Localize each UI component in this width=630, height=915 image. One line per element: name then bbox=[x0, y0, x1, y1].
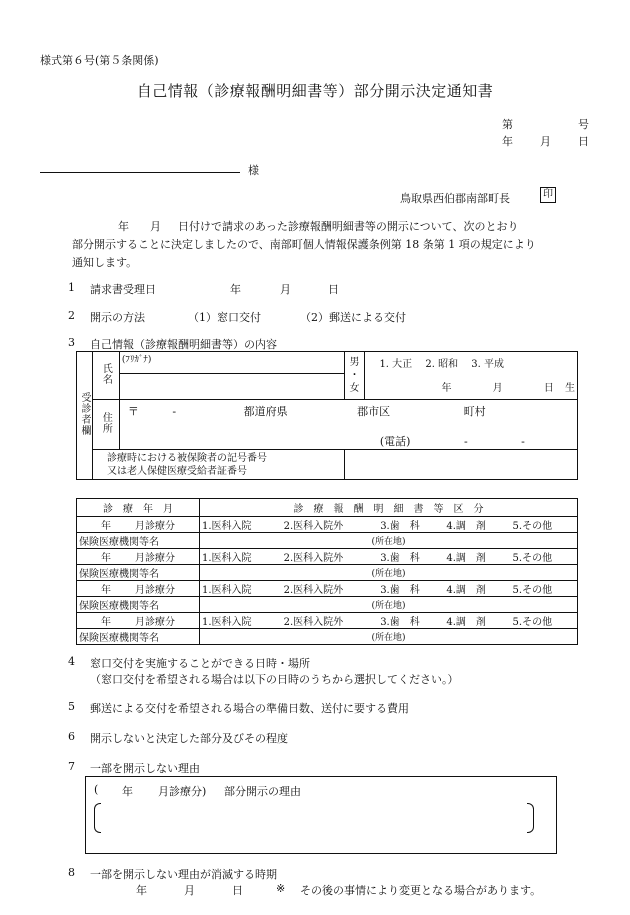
section-1-year: 年 bbox=[230, 283, 241, 296]
prefecture-label: 都道府県 bbox=[243, 405, 288, 418]
name-label: 氏名 bbox=[100, 363, 112, 385]
postal-mark: 〒 bbox=[127, 405, 139, 418]
claim-category-other[interactable]: 5.その他 bbox=[511, 613, 578, 629]
birth-day: 日 bbox=[543, 382, 554, 394]
patient-side-label: 受診者欄 bbox=[79, 392, 90, 436]
reason-box-label: 部分開示の理由 bbox=[224, 785, 301, 798]
claim-category-pharmacy[interactable]: 4.調 剤 bbox=[444, 581, 510, 597]
gender-male: 男 bbox=[349, 357, 360, 368]
claims-institution-row bbox=[77, 533, 578, 549]
institution-label: 保険医療機関等名 bbox=[77, 597, 200, 613]
section-2-label: 開示の方法 bbox=[90, 311, 145, 324]
institution-location-cell[interactable] bbox=[200, 629, 578, 645]
claim-category-outpatient[interactable]: 2.医科入院外 bbox=[282, 613, 379, 629]
phone-label: (電話) bbox=[379, 435, 411, 448]
gender-separator: ・ bbox=[349, 370, 360, 381]
claims-row bbox=[77, 581, 578, 597]
claim-category-other[interactable]: 5.その他 bbox=[511, 517, 578, 533]
claim-category-inpatient[interactable]: 1.医科入院 bbox=[200, 613, 282, 629]
section-8-label: 一部を開示しない理由が消滅する時期 bbox=[90, 868, 277, 881]
section-8-note: その後の事情により変更となる場合があります。 bbox=[300, 884, 542, 897]
claim-period-year: 年 bbox=[101, 553, 111, 564]
birth-suffix: 生 bbox=[565, 382, 575, 394]
institution-location-label: (所在地) bbox=[371, 537, 406, 547]
phone-dash-2: - bbox=[521, 435, 525, 448]
document-title: 自己情報（診療報酬明細書等）部分開示決定通知書 bbox=[136, 82, 494, 100]
claim-category-inpatient[interactable]: 1.医科入院 bbox=[200, 517, 282, 533]
name-input-cell[interactable] bbox=[119, 374, 344, 400]
institution-label: 保険医療機関等名 bbox=[77, 533, 200, 549]
claim-period-year: 年 bbox=[101, 617, 111, 628]
furigana-cell[interactable] bbox=[119, 352, 344, 374]
institution-location-label: (所在地) bbox=[371, 569, 406, 579]
form-number: 様式第６号(第５条関係) bbox=[40, 54, 159, 67]
section-8-note-mark: ※ bbox=[276, 882, 286, 895]
era-taisho: 1. 大正 bbox=[379, 359, 413, 371]
claim-period-month: 月診療分 bbox=[135, 617, 175, 628]
claim-period-month: 月診療分 bbox=[135, 553, 175, 564]
town-label: 町村 bbox=[463, 405, 486, 418]
insurance-number-cell[interactable] bbox=[344, 450, 577, 480]
section-8-year: 年 bbox=[136, 884, 147, 897]
section-2-number: 2 bbox=[68, 309, 75, 322]
claim-period-cell[interactable] bbox=[77, 613, 200, 629]
doc-number-suffix: 号 bbox=[578, 118, 589, 131]
institution-label: 保険医療機関等名 bbox=[77, 565, 200, 581]
recipient-honorific: 様 bbox=[248, 164, 259, 177]
birth-year: 年 bbox=[441, 382, 452, 394]
section-8-month: 月 bbox=[184, 884, 195, 897]
institution-location-label: (所在地) bbox=[371, 601, 406, 611]
furigana-label: (ﾌﾘｶﾞﾅ) bbox=[121, 355, 152, 365]
section-1-label: 請求書受理日 bbox=[90, 283, 156, 296]
section-3-label: 自己情報（診療報酬明細書等）の内容 bbox=[90, 338, 277, 351]
claims-institution-row bbox=[77, 597, 578, 613]
reason-left-bracket bbox=[94, 803, 101, 833]
insurance-label-line-2: 又は老人保健医療受給者証番号 bbox=[107, 465, 247, 477]
section-7-number: 7 bbox=[68, 760, 75, 773]
issuer-name: 鳥取県西伯郡南部町長 bbox=[400, 192, 510, 205]
section-1-month: 月 bbox=[280, 283, 291, 296]
section-1-number: 1 bbox=[68, 281, 75, 294]
birth-era-cell[interactable] bbox=[365, 352, 578, 374]
date-year: 年 bbox=[502, 135, 513, 148]
reason-box-open-paren: ( bbox=[94, 783, 99, 796]
claim-period-year: 年 bbox=[101, 585, 111, 596]
claim-category-pharmacy[interactable]: 4.調 剤 bbox=[444, 549, 510, 565]
intro-text-2: 部分開示することに決定しましたので、南部町個人情報保護条例第 18 条第 1 項の規定により bbox=[72, 238, 536, 251]
claims-row bbox=[77, 517, 578, 533]
claim-period-cell[interactable] bbox=[77, 549, 200, 565]
claim-category-pharmacy[interactable]: 4.調 剤 bbox=[444, 613, 510, 629]
intro-text-3: 通知します。 bbox=[72, 256, 138, 269]
claim-period-year: 年 bbox=[101, 521, 111, 532]
claims-row bbox=[77, 549, 578, 565]
reason-right-bracket bbox=[527, 803, 534, 833]
claims-institution-row bbox=[77, 629, 578, 645]
claims-row bbox=[77, 613, 578, 629]
section-7-label: 一部を開示しない理由 bbox=[90, 762, 200, 775]
delivery-option-counter[interactable]: （1）窓口交付 bbox=[188, 311, 261, 324]
birth-date-cell[interactable] bbox=[365, 374, 578, 400]
delivery-option-mail[interactable]: （2）郵送による交付 bbox=[300, 311, 406, 324]
birth-month: 月 bbox=[492, 382, 503, 394]
section-6-number: 6 bbox=[68, 730, 75, 743]
claim-category-inpatient[interactable]: 1.医科入院 bbox=[200, 581, 282, 597]
claim-category-outpatient[interactable]: 2.医科入院外 bbox=[282, 517, 379, 533]
gender-female: 女 bbox=[349, 383, 360, 394]
name-label-cell bbox=[93, 352, 120, 400]
section-5-label: 郵送による交付を希望される場合の準備日数、送付に要する費用 bbox=[90, 702, 409, 715]
address-label: 住所 bbox=[100, 412, 112, 434]
phone-dash-1: - bbox=[463, 435, 468, 448]
section-4-number: 4 bbox=[68, 655, 75, 668]
postal-dash: - bbox=[172, 405, 177, 418]
section-8-day: 日 bbox=[232, 884, 243, 897]
claim-category-inpatient[interactable]: 1.医科入院 bbox=[200, 549, 282, 565]
patient-info-table bbox=[76, 351, 578, 480]
city-label: 郡市区 bbox=[357, 405, 391, 418]
section-4-note: （窓口交付を希望される場合は以下の日時のうちから選択してください。） bbox=[90, 673, 459, 686]
claim-category-dental[interactable]: 3.歯 科 bbox=[378, 581, 444, 597]
claims-header-period: 診 療 年 月 bbox=[77, 499, 200, 517]
institution-location-cell[interactable] bbox=[200, 533, 578, 549]
claim-period-month: 月診療分 bbox=[135, 585, 175, 596]
address-label-cell bbox=[93, 400, 120, 450]
claim-category-dental[interactable]: 3.歯 科 bbox=[378, 517, 444, 533]
address-cell[interactable] bbox=[119, 400, 577, 450]
claim-category-outpatient[interactable]: 2.医科入院外 bbox=[282, 581, 379, 597]
institution-location-cell[interactable] bbox=[200, 565, 578, 581]
insurance-label-line-1: 診療時における被保険者の記号番号 bbox=[107, 452, 267, 464]
claims-institution-row bbox=[77, 565, 578, 581]
claim-category-other[interactable]: 5.その他 bbox=[511, 549, 578, 565]
intro-month: 月 bbox=[150, 220, 161, 233]
section-6-label: 開示しないと決定した部分及びその程度 bbox=[90, 732, 288, 745]
claim-period-cell[interactable] bbox=[77, 581, 200, 597]
section-3-number: 3 bbox=[68, 336, 75, 349]
reason-box-year: 年 bbox=[122, 785, 133, 798]
doc-number-prefix: 第 bbox=[502, 118, 513, 131]
patient-side-label-cell bbox=[77, 352, 93, 480]
section-1-day: 日 bbox=[328, 283, 339, 296]
recipient-name-line[interactable] bbox=[40, 172, 240, 173]
claim-category-dental[interactable]: 3.歯 科 bbox=[378, 613, 444, 629]
claim-category-pharmacy[interactable]: 4.調 剤 bbox=[444, 517, 510, 533]
intro-year: 年 bbox=[118, 220, 129, 233]
institution-label: 保険医療機関等名 bbox=[77, 629, 200, 645]
claims-header-category: 診 療 報 酬 明 細 書 等 区 分 bbox=[200, 499, 578, 517]
claims-table bbox=[76, 498, 578, 645]
intro-text-1: 日付けで請求のあった診療報酬明細書等の開示について、次のとおり bbox=[178, 220, 519, 233]
claim-category-other[interactable]: 5.その他 bbox=[511, 581, 578, 597]
gender-cell[interactable] bbox=[344, 352, 365, 400]
date-day: 日 bbox=[578, 135, 589, 148]
era-heisei: 3. 平成 bbox=[471, 359, 505, 371]
seal-stamp: 印 bbox=[540, 187, 556, 203]
institution-location-cell[interactable] bbox=[200, 597, 578, 613]
partial-disclosure-reason-box[interactable] bbox=[85, 776, 557, 854]
section-8-number: 8 bbox=[68, 866, 75, 879]
insurance-label-cell bbox=[93, 450, 345, 480]
date-month: 月 bbox=[540, 135, 551, 148]
institution-location-label: (所在地) bbox=[371, 633, 406, 643]
claim-period-cell[interactable] bbox=[77, 517, 200, 533]
era-showa: 2. 昭和 bbox=[425, 359, 459, 371]
section-5-number: 5 bbox=[68, 700, 75, 713]
section-4-label: 窓口交付を実施することができる日時・場所 bbox=[90, 657, 310, 670]
reason-box-month: 月診療分) bbox=[158, 785, 207, 798]
claim-category-dental[interactable]: 3.歯 科 bbox=[378, 549, 444, 565]
claim-category-outpatient[interactable]: 2.医科入院外 bbox=[282, 549, 379, 565]
claim-period-month: 月診療分 bbox=[135, 521, 175, 532]
